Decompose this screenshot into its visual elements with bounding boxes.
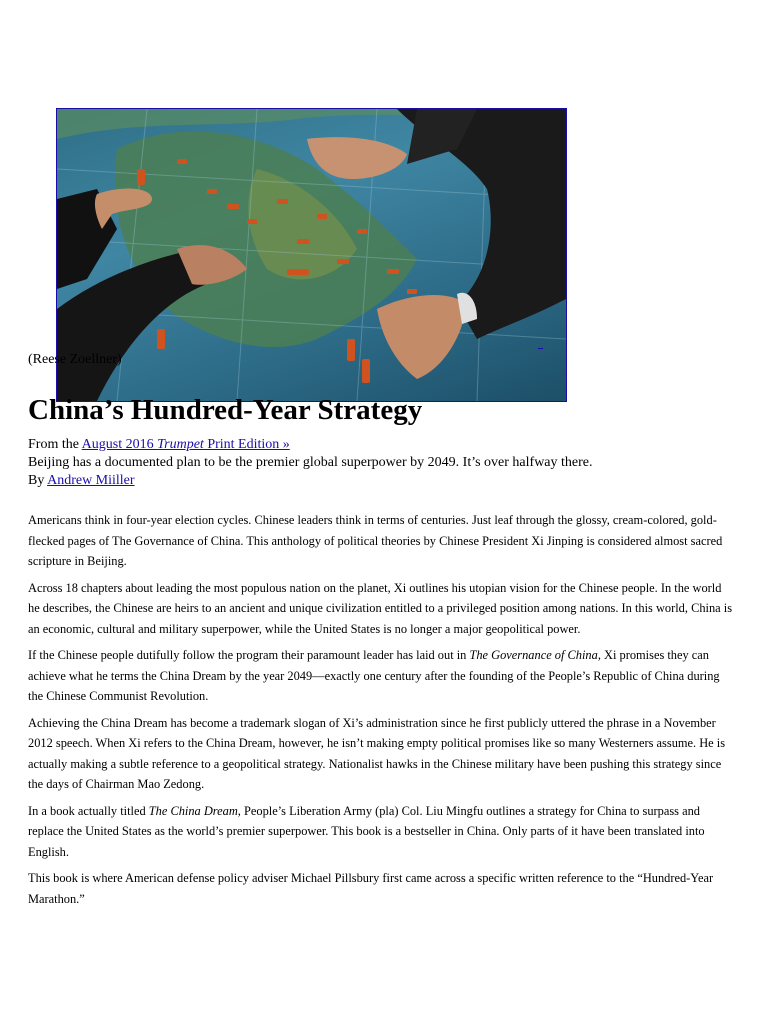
print-edition-link[interactable]: August 2016 Trumpet Print Edition »	[81, 437, 290, 452]
image-caption: (Reese Zoellner)	[28, 352, 122, 367]
article-title: China’s Hundred-Year Strategy	[28, 394, 423, 426]
paragraph-2: Across 18 chapters about leading the most populous nation on the planet, Xi outlines his utopian vision for the Chinese people. In the world he describes, the Chinese are heirs to an ancient and unique civilization entitled to a privileged position among nations. In this world, China is an economic, cultural and military superpower, while the United States is no longer a major geopolitical power.	[28, 580, 733, 636]
author-link[interactable]: Andrew Miiller	[47, 473, 135, 488]
paragraph-3: If the Chinese people dutifully follow the program their paramount leader has laid out in The Governance of China, Xi promises they can achieve what he terms the China Dream by the year 2049—exactly one century after the founding of the People’s Republic of China during the Chinese Communist Revolution.	[28, 648, 720, 703]
article-subtitle: Beijing has a documented plan to be the premier global superpower by 2049. It’s over halfway there.	[28, 455, 593, 470]
article-body	[28, 510, 734, 915]
edition-line	[28, 436, 593, 454]
byline	[28, 472, 593, 490]
paragraph-4: Achieving the China Dream has become a trademark slogan of Xi’s administration since he first publicly uttered the phrase in a November 2012 speech. When Xi refers to the China Dream, however, he isn’t making empty political promises like so many Westerners assume. He is actually making a subtle reference to a geopolitical strategy. Nationalist hawks in the Chinese military have been pushing this strategy since the days of Chairman Mao Zedong.	[28, 715, 726, 791]
hero-image	[56, 108, 567, 402]
article-meta	[28, 436, 593, 490]
hero-link-underline	[538, 336, 543, 349]
byline-prefix: By	[28, 473, 48, 488]
paragraph-6: This book is where American defense policy adviser Michael Pillsbury first came across a specific written reference to the “Hundred-Year Marathon.”	[28, 871, 714, 906]
paragraph-5: In a book actually titled The China Dream, People’s Liberation Army (pla) Col. Liu Mingfu outlines a strategy for China to surpass and replace the United States as the world’s premier superpower. This book is a bestseller in China. Only parts of it have been translated into English.	[28, 803, 705, 859]
from-prefix: From the	[28, 437, 82, 452]
paragraph-1: Americans think in four-year election cycles. Chinese leaders think in terms of centuries. Just leaf through the glossy, cream-colored, gold-flecked pages of The Governance of China. This anthology of political theories by Chinese President Xi Jinping is considered almost sacred scripture in Beijing.	[28, 513, 723, 568]
